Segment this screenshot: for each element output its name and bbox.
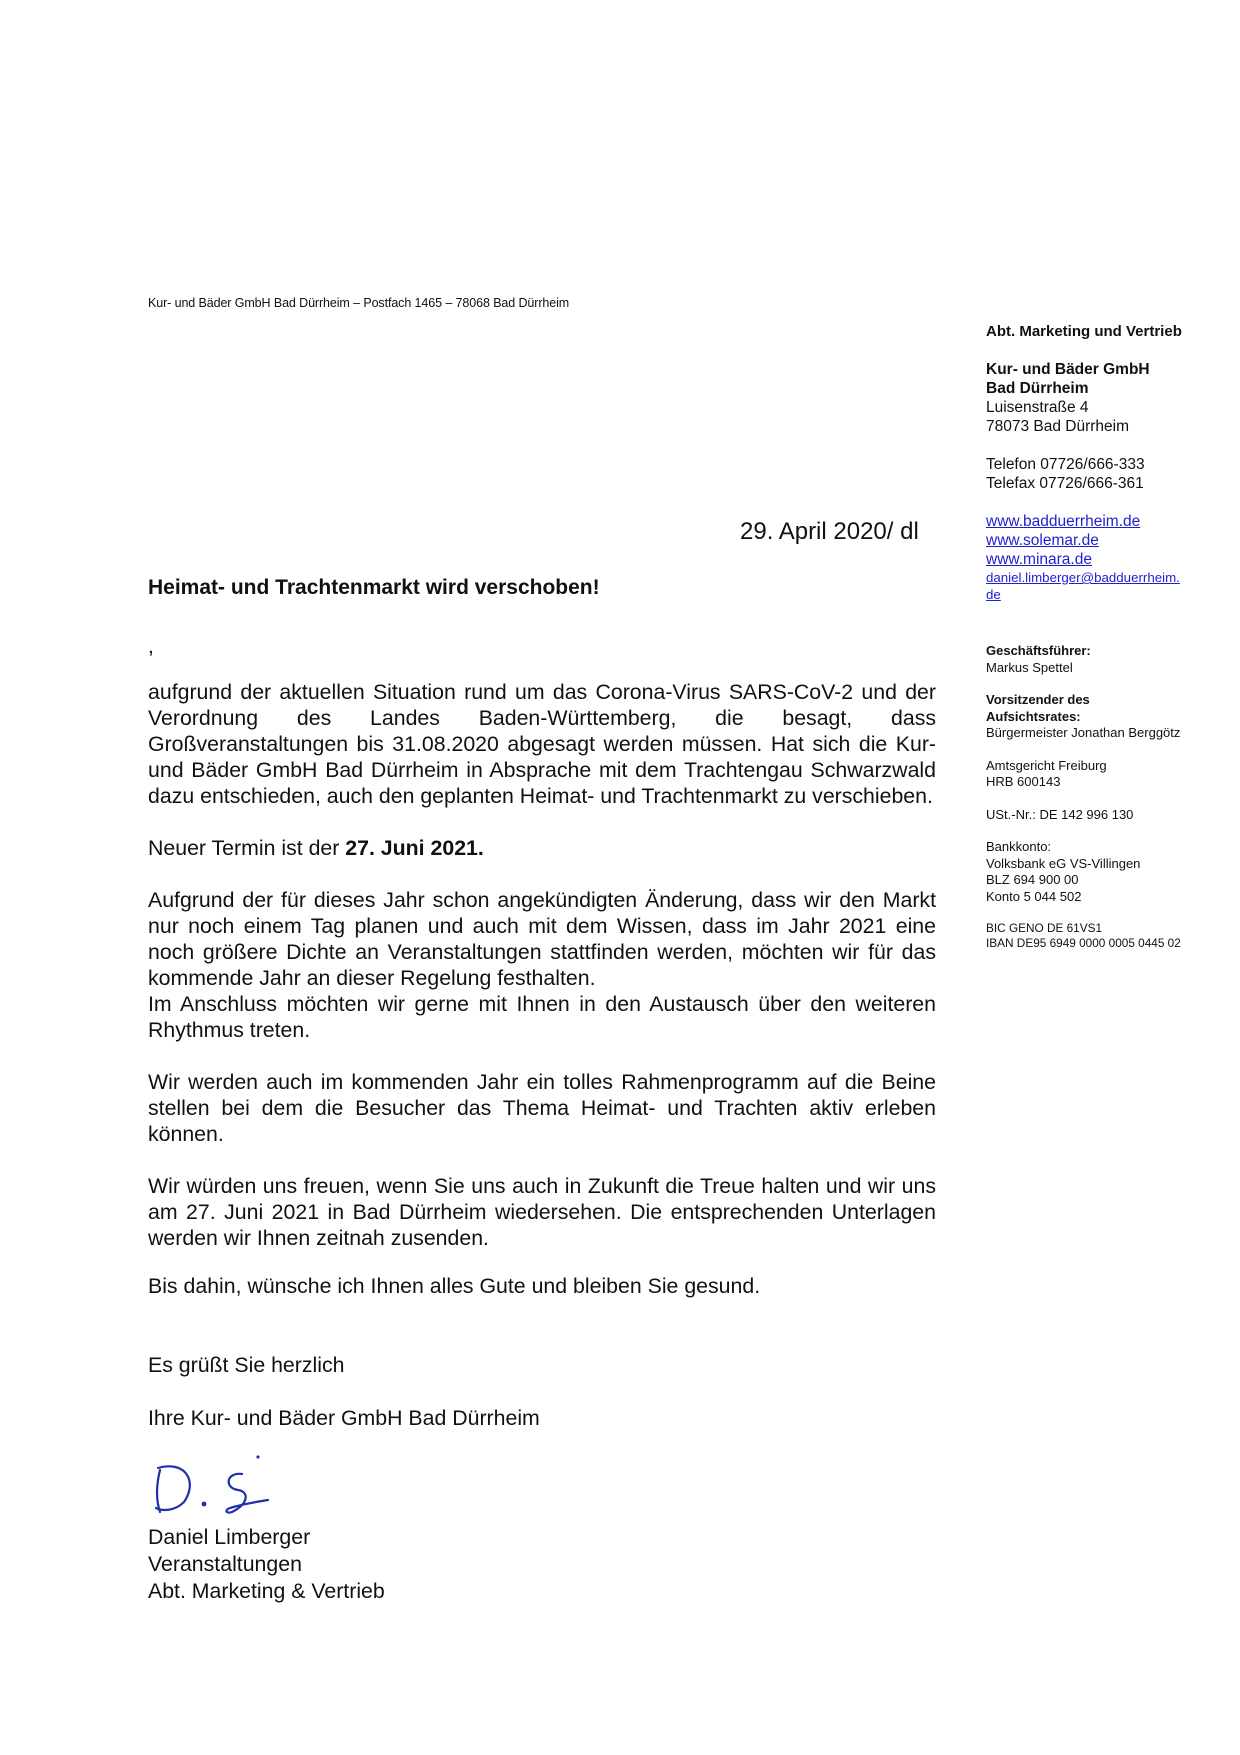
board-chair-name: Bürgermeister Jonathan Berggötz — [986, 725, 1181, 740]
paragraph-program: Wir werden auch im kommenden Jahr ein tolles Rahmenprogramm auf die Beine stellen bei dem die Besucher das Thema Heimat- und Trachten aktiv erleben können. — [148, 1070, 936, 1146]
closing-greeting: Es grüßt Sie herzlich — [148, 1353, 345, 1377]
paragraph-exchange: Im Anschluss möchten wir gerne mit Ihnen in den Austausch über den weiteren Rhythmus treten. — [148, 992, 936, 1042]
new-date-value: 27. Juni 2021. — [345, 836, 484, 860]
salutation: , — [148, 635, 154, 658]
bank-blz: BLZ 694 900 00 — [986, 872, 1079, 887]
vat-number: USt.-Nr.: DE 142 996 130 — [986, 806, 1134, 822]
signer-name: Daniel Limberger — [148, 1525, 311, 1549]
letterhead-sidebar — [986, 323, 1226, 951]
street-address: Luisenstraße 4 — [986, 399, 1089, 416]
signer-department: Abt. Marketing & Vertrieb — [148, 1579, 385, 1603]
letter-date: 29. April 2020/ dl — [740, 518, 919, 545]
department-heading: Abt. Marketing und Vertrieb — [986, 323, 1182, 340]
link-badduerrheim[interactable]: www.badduerrheim.de — [986, 513, 1141, 530]
paragraph-new-date — [148, 835, 936, 861]
company-name-line2: Bad Dürrheim — [986, 380, 1089, 397]
bank-iban: IBAN DE95 6949 0000 0005 0445 02 — [986, 936, 1181, 950]
phone-number: Telefon 07726/666-333 — [986, 456, 1145, 473]
email-link-line2: de — [986, 587, 1001, 602]
fax-number: Telefax 07726/666-361 — [986, 475, 1144, 492]
link-minara[interactable]: www.minara.de — [986, 551, 1092, 568]
paragraph-change: Aufgrund der für dieses Jahr schon angekündigten Änderung, dass wir den Markt nur noch einem Tag planen und auch mit dem Wissen, dass im Jahr 2021 eine noch größere Dichte an Veranstaltungen stattfinden werden, möchten wir für das kommende Jahr an dieser Regelung festhalten. — [148, 888, 936, 990]
closing-company: Ihre Kur- und Bäder GmbH Bad Dürrheim — [148, 1406, 540, 1430]
sender-address-line: Kur- und Bäder GmbH Bad Dürrheim – Postfach 1465 – 78068 Bad Dürrheim — [148, 296, 570, 310]
handwritten-signature — [146, 1450, 276, 1518]
letter-subject: Heimat- und Trachtenmarkt wird verschoben! — [148, 576, 600, 599]
link-solemar[interactable]: www.solemar.de — [986, 532, 1099, 549]
signature-block — [148, 1524, 385, 1605]
court-registry: Amtsgericht Freiburg — [986, 757, 1107, 773]
board-label-line2: Aufsichtsrates: — [986, 708, 1081, 724]
bank-bic: BIC GENO DE 61VS1 — [986, 921, 1103, 935]
hrb-number: HRB 600143 — [986, 774, 1061, 789]
ceo-name: Markus Spettel — [986, 659, 1073, 675]
paragraph-loyalty: Wir würden uns freuen, wenn Sie uns auch in Zukunft die Treue halten und wir uns am 27. Juni 2021 in Bad Dürrheim wiedersehen. Die entsprechenden Unterlagen werden wir Ihnen zeitnah zusenden. — [148, 1174, 936, 1250]
signer-role: Veranstaltungen — [148, 1552, 302, 1576]
bank-name: Volksbank eG VS-Villingen — [986, 855, 1141, 871]
letter-body — [148, 679, 936, 1299]
paragraph-wishes: Bis dahin, wünsche ich Ihnen alles Gute und bleiben Sie gesund. — [148, 1274, 761, 1298]
board-label-line1: Vorsitzender des — [986, 692, 1090, 707]
bank-label: Bankkonto: — [986, 839, 1052, 854]
email-link-line1: daniel.limberger@badduerrheim. — [986, 570, 1180, 585]
email-link[interactable] — [986, 569, 1226, 603]
ceo-label: Geschäftsführer: — [986, 643, 1091, 658]
paragraph-situation: aufgrund der aktuellen Situation rund um das Corona-Virus SARS-CoV-2 und der Verordnung des Landes Baden-Württemberg, die besagt, dass Großveranstaltungen bis 31.08.2020 abgesagt werden müssen. Hat sich die Kur- und Bäder GmbH Bad Dürrheim in Absprache mit dem Trachtengau Schwarzwald dazu entschieden, auch den geplanten Heimat- und Trachtenmarkt zu verschieben. — [148, 680, 936, 808]
company-name-line1: Kur- und Bäder GmbH — [986, 361, 1150, 378]
bank-account: Konto 5 044 502 — [986, 888, 1082, 904]
city-address: 78073 Bad Dürrheim — [986, 418, 1130, 435]
new-date-prefix: Neuer Termin ist der — [148, 836, 346, 860]
